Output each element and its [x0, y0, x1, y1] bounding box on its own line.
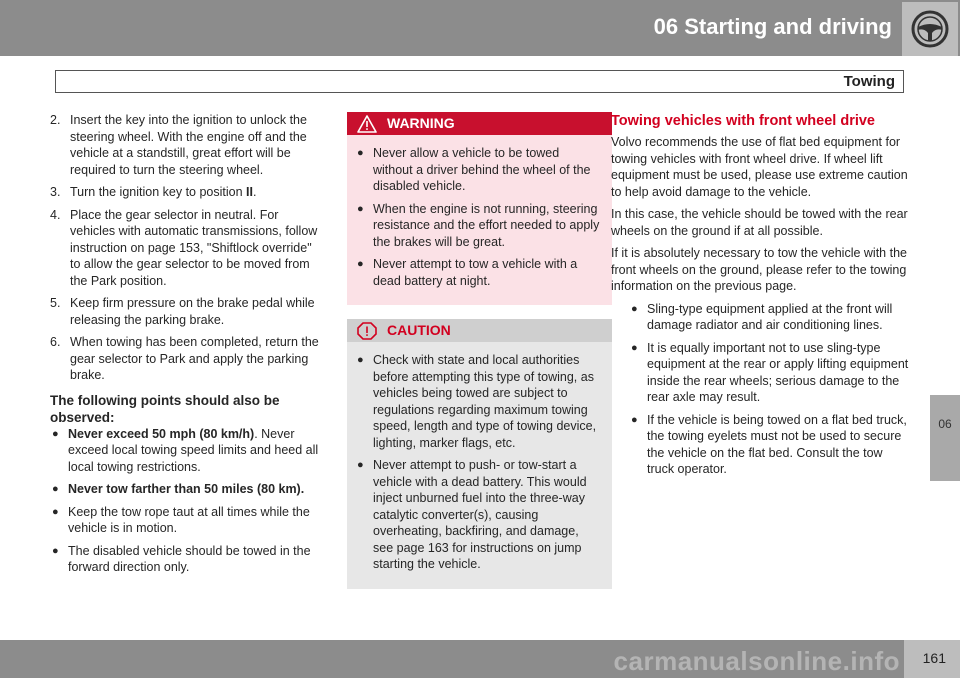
step-4: 4. Place the gear selector in neutral. For vehicles with automatic transmissions, follow instruction on page 153, "Shiftlock override" to allow the gear selector to be moved from the Park position.: [50, 207, 318, 288]
list-item: ● If the vehicle is being towed on a flat bed truck, the towing eyelets must not be used to secure the vehicle on the flat bed. Consult the tow truck operator.: [631, 412, 907, 476]
step-5: 5. Keep firm pressure on the brake pedal while releasing the parking brake.: [50, 296, 315, 327]
list-item: ● Never exceed 50 mph (80 km/h). Never exceed local towing speed limits and heed all local towing restrictions.: [52, 426, 319, 474]
caution-header: [347, 319, 612, 342]
section-bar: [55, 70, 904, 93]
bullet-icon: ●: [357, 459, 364, 471]
side-tab-label: 06: [938, 417, 952, 431]
steering-wheel-icon: [910, 9, 950, 49]
left-column: [50, 112, 322, 582]
list-item: ● Never tow farther than 50 miles (80 km).: [52, 482, 305, 496]
warning-header: [347, 112, 612, 135]
list-item: ● Keep the tow rope taut at all times while the vehicle is in motion.: [52, 504, 310, 535]
paragraph: If it is absolutely necessary to tow the vehicle with the front wheels on the ground, please refer to the towing information on the previous page.: [611, 246, 907, 293]
warning-triangle-icon: [357, 115, 377, 133]
step-3: 3. Turn the ignition key to position II.: [50, 185, 257, 199]
bullet-icon: ●: [631, 302, 638, 315]
bullet-icon: ●: [357, 202, 364, 215]
middle-column: [347, 112, 612, 603]
list-item: ● Never attempt to tow a vehicle with a dead battery at night.: [357, 257, 578, 288]
bullet-icon: ●: [357, 354, 364, 366]
bullet-icon: ●: [357, 147, 364, 159]
list-item: ● Sling-type equipment applied at the front will damage radiator and air conditioning lines.: [631, 301, 893, 332]
bullet-icon: ●: [52, 483, 59, 495]
observe-heading: The following points should also be observed:: [50, 392, 280, 425]
section-title: Towing: [843, 73, 895, 90]
caution-icon: [357, 322, 377, 340]
bullet-icon: ●: [52, 544, 59, 557]
bullet-icon: ●: [52, 427, 59, 440]
warning-label: WARNING: [387, 115, 455, 132]
list-item: ● Never allow a vehicle to be towed without a driver behind the wheel of the disabled vehicle.: [357, 146, 591, 193]
warning-box: [347, 112, 612, 305]
list-item: ● Never attempt to push- or tow-start a vehicle with a dead battery. This would inject unburned fuel into the three-way catalytic converter(s), causing overheating, backfiring, and damage, see page 163 for instructions on jump starting the vehicle.: [357, 458, 587, 571]
chapter-title: 06 Starting and driving: [653, 14, 892, 39]
page-number: 161: [922, 650, 946, 666]
section-heading: Towing vehicles with front wheel drive: [611, 113, 875, 129]
chapter-icon-box: [902, 2, 958, 56]
step-2: 2. Insert the key into the ignition to unlock the steering wheel. With the engine off and the vehicle at a standstill, great effort will be required to turn the steering wheel.: [50, 113, 307, 177]
step-6: 6. When towing has been completed, return the gear selector to Park and apply the parking brake.: [50, 335, 319, 382]
list-item: ● Check with state and local authorities before attempting this type of towing, as vehicles being towed are subject to regulations regarding maximum towing speed, length and type of towing device, lighting, marker flags, etc.: [357, 353, 597, 450]
watermark: carmanualsonline.info: [613, 646, 900, 676]
list-item: ● When the engine is not running, steering resistance and the effort needed to apply the brakes will be great.: [357, 201, 600, 249]
caution-label: CAUTION: [387, 322, 451, 339]
bullet-icon: ●: [52, 505, 59, 518]
paragraph: Volvo recommends the use of flat bed equipment for towing vehicles with front wheel drive. If wheel lift equipment must be used, please use extreme caution to help avoid damage to the vehicle.: [611, 135, 908, 199]
caution-box: [347, 319, 612, 589]
bullet-icon: ●: [631, 341, 638, 354]
right-column: [611, 112, 909, 484]
chapter-side-tab: [930, 395, 960, 481]
list-item: ● It is equally important not to use sling-type equipment at the rear or apply lifting equipment inside the rear wheels; serious damage to the rear axle may result.: [631, 340, 909, 404]
paragraph: In this case, the vehicle should be towed with the rear wheels on the ground if at all possible.: [611, 207, 908, 238]
list-item: ● The disabled vehicle should be towed in the forward direction only.: [52, 543, 311, 574]
bullet-icon: ●: [631, 413, 638, 426]
bullet-icon: ●: [357, 258, 364, 270]
